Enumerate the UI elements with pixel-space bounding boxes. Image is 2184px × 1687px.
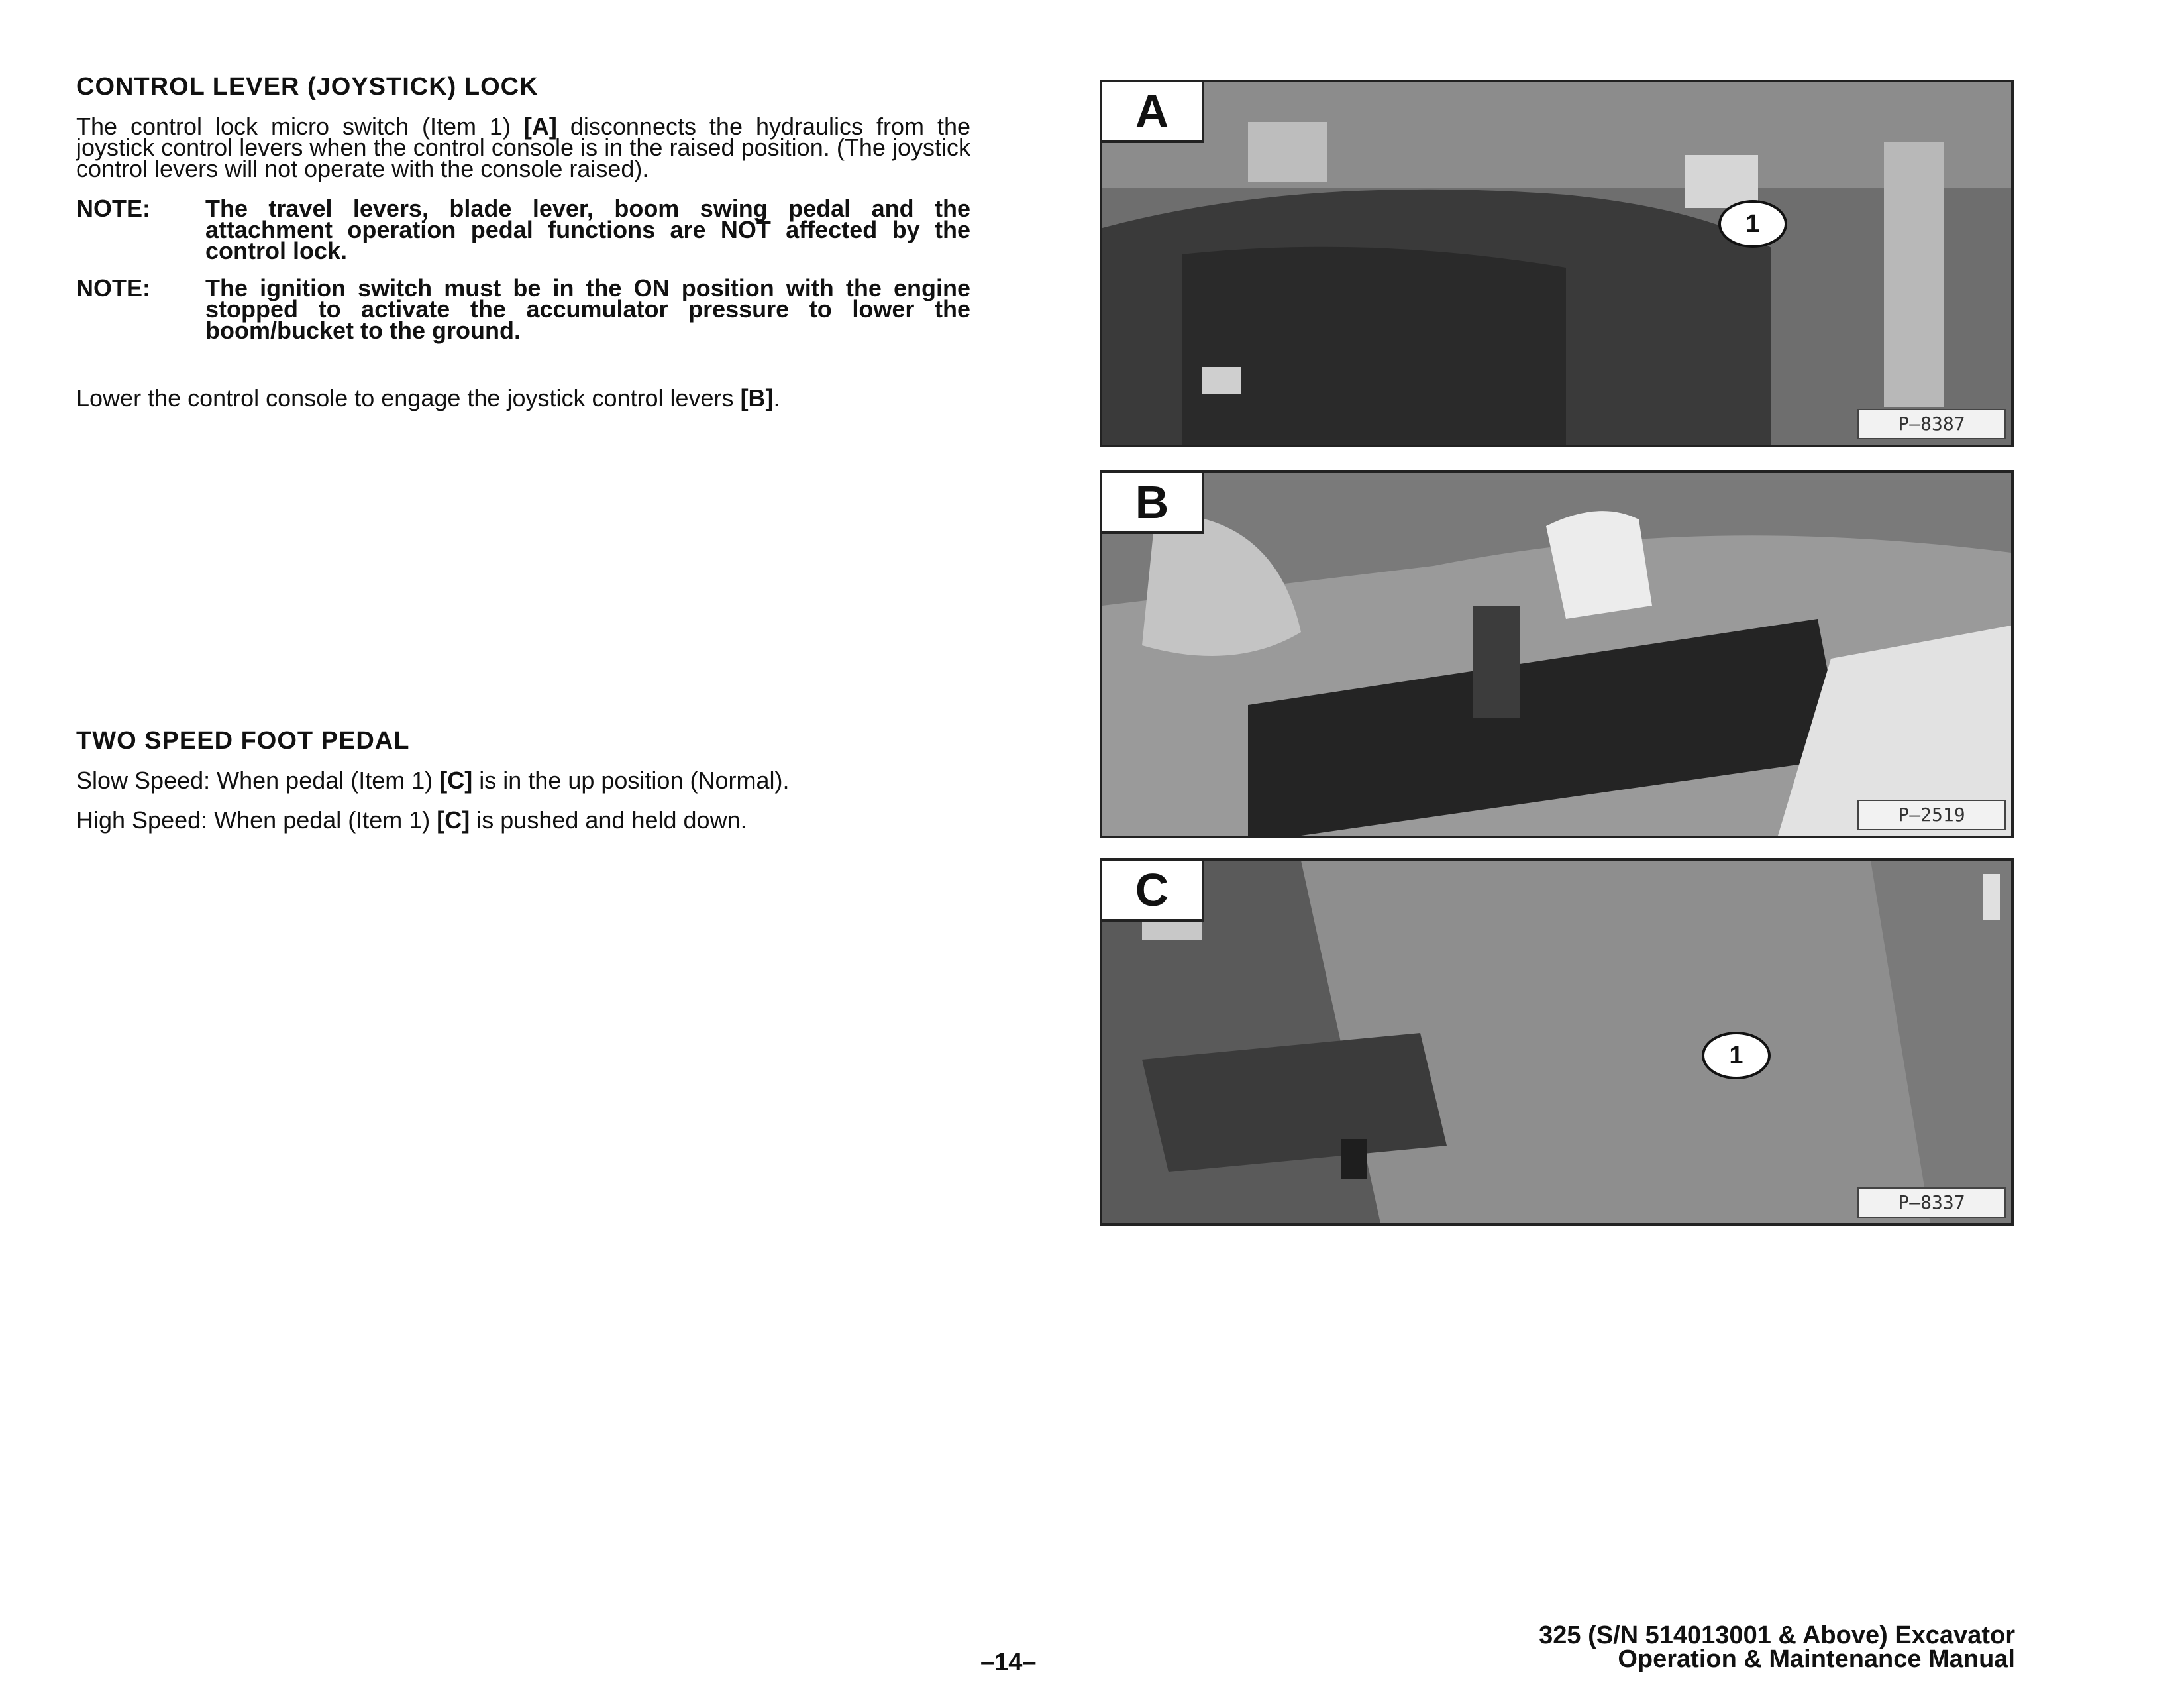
text-column <box>76 73 970 849</box>
text-run: is in the up position (Normal). <box>472 767 790 794</box>
manual-title-line2: Operation & Maintenance Manual <box>1618 1645 2015 1673</box>
text-run: is pushed and held down. <box>470 806 747 834</box>
figure-label-a: A <box>1102 82 1204 143</box>
paragraph-lower-console <box>76 384 970 411</box>
callout-number: 1 <box>1718 200 1787 248</box>
text-run: . <box>773 384 780 411</box>
paragraph-control-lock <box>76 113 970 182</box>
text-run: disconnects the hydraulics from the joystick control levers when the control console is in the raised position. (The joystick control levers will not operate with the console raised). <box>76 113 970 182</box>
note-label: NOTE: <box>76 274 150 301</box>
photo-b <box>1100 470 2014 838</box>
callout-number: 1 <box>1702 1032 1771 1079</box>
photo-code: P–8387 <box>1857 409 2006 439</box>
paragraph-high-speed <box>76 806 970 834</box>
section-heading-two-speed: TWO SPEED FOOT PEDAL <box>76 727 410 755</box>
figure-label-c: C <box>1102 861 1204 922</box>
photo-c-image <box>1102 861 2011 1223</box>
note-text: The ignition switch must be in the ON position with the engine stopped to activate the accumulator pressure to lower the boom/bucket to the ground. <box>205 274 970 344</box>
note-text: The travel levers, blade lever, boom swing pedal and the attachment operation pedal functions are NOT affected by the control lock. <box>205 195 970 264</box>
text-run: Lower the control console to engage the joystick control levers <box>76 384 741 411</box>
note-ignition-switch <box>76 274 970 344</box>
photo-b-image <box>1102 473 2011 836</box>
note-travel-levers <box>76 195 970 264</box>
figure-ref-c: [C] <box>437 806 470 834</box>
text-run: High Speed: When pedal (Item 1) <box>76 806 437 834</box>
manual-title <box>1539 1623 2015 1671</box>
figure-ref-a: [A] <box>523 113 557 140</box>
text-run: Slow Speed: When pedal (Item 1) <box>76 767 440 794</box>
paragraph-slow-speed <box>76 767 970 794</box>
photo-code: P–8337 <box>1857 1187 2006 1218</box>
page-number: –14– <box>980 1649 1037 1676</box>
photo-code: P–2519 <box>1857 800 2006 830</box>
section-heading-control-lock: CONTROL LEVER (JOYSTICK) LOCK <box>76 73 539 101</box>
note-label: NOTE: <box>76 195 150 222</box>
manual-title-line1: 325 (S/N 514013001 & Above) Excavator <box>1539 1621 2015 1649</box>
photo-a <box>1100 80 2014 447</box>
figure-ref-c: [C] <box>439 767 473 794</box>
text-run: The control lock micro switch (Item 1) <box>76 113 524 140</box>
figure-ref-b: [B] <box>740 384 774 411</box>
photo-c <box>1100 858 2014 1226</box>
figure-label-b: B <box>1102 473 1204 534</box>
photo-a-image <box>1102 82 2011 445</box>
